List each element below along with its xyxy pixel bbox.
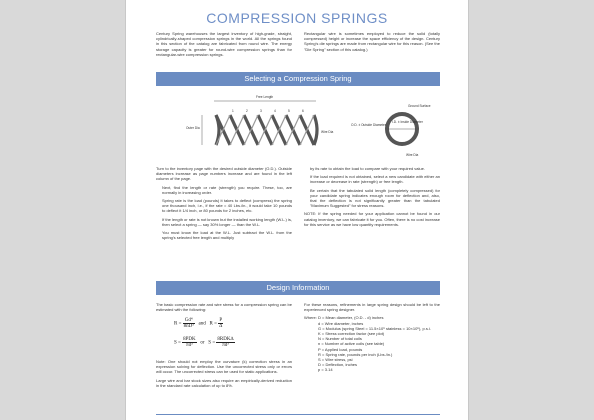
spring-diagram <box>156 93 440 159</box>
sel-right-note: NOTE: If the spring needed for your application cannot be found in our catalog inventory, we can fabricate it for you. Often, there is no cost increase for this service as we have low quantity requirements. <box>304 211 440 227</box>
sel-left-3: Spring rate is the load (pounds) it takes to deflect (compress) the spring one thousand inch, i.e., if the rate = 40 Lbs./in., it would take 10 pounds to deflect it 1/4 inch, or 80 pounds for 2 inches, etc. <box>162 198 292 214</box>
design-right <box>304 302 440 373</box>
legend-item: D = Deflection, inches <box>318 362 358 368</box>
legend-list <box>318 315 431 372</box>
s-lhs-2: S = <box>208 340 216 346</box>
selection-right <box>304 166 440 230</box>
design-notes <box>156 359 292 391</box>
page-title: COMPRESSION SPRINGS <box>206 10 388 26</box>
legend-item: P = Applied load, pounds <box>318 346 363 352</box>
s-lhs: S = <box>174 340 181 346</box>
s2-num: 8RDK∆ <box>217 337 234 342</box>
outside-diameter-label: O.D. ± Outside Diameter <box>351 123 386 127</box>
sel-left-1: Turn to the inventory page with the desired outside diameter (O.D.). Outside diameters increase as page numbers increase and are found in the left column of the page. <box>156 166 292 182</box>
legend-item: R = Spring rate, pounds per inch (Lbs./in.) <box>318 351 393 357</box>
inside-diameter-label: I.D. ± Inside Diameter <box>392 120 423 124</box>
intro-left-text: Century Spring warehouses the largest inventory of high-grade, straight, cylindrically-shaped compression springs in the world. All the springs found in this section of the catalog are fabricated from round wire. The energy storage capacity is greater for round-wire compression springs than for rectangular-wire compression springs. <box>156 31 292 57</box>
sel-right-1: by its rate to obtain the load to compare with your required value. <box>310 166 425 171</box>
and-word: and <box>198 321 206 327</box>
design-right-intro: For these reasons, refinements in large spring design should be left to the experienced spring designer. <box>304 302 440 313</box>
legend-item: S = Wire stress, psi <box>318 357 353 363</box>
design-left <box>156 302 292 315</box>
outer-dia-label: Outer Dia <box>186 126 200 130</box>
s1-den: πd³ <box>186 343 193 348</box>
free-length-label: Free Length <box>256 95 274 99</box>
legend-item: G = Modulus (spring Steel = 11.5×10⁶ stainless = 10×10⁶), p.s.i. <box>318 325 431 331</box>
r2-den: Δ <box>219 324 223 329</box>
sel-left-4: If the length or rate is not known but the installed working length (W.L.) is, then select a spring — say 30% longer — than the W.L. <box>162 216 292 227</box>
or-word: or <box>200 340 205 346</box>
legend-item: p = 3.14 <box>318 367 333 373</box>
sel-left-5: You must know the load at the W.L. Just subtract the W.L. from the spring's selected free length and multiply <box>162 230 292 241</box>
s2-den: πd³ <box>222 343 229 348</box>
r1-num: Gd⁴ <box>183 318 195 324</box>
legend-item: K = Stress correction factor (see plot) <box>318 331 385 337</box>
intro-right-text: Rectangular wire is sometimes employed to reduce the solid (totally compressed) height or increase the space efficiency of the design. Century Spring's die springs are made from rectangular wire for this reason. (See the "Die Spring" section of this catalog.) <box>304 31 440 52</box>
design-note: Note: One should not employ the curvature (k) correction stress in an expression solving for deflection. Use the uncorrected stress only or errors will occur. The uncorrected stress can be used for static applications. <box>156 359 292 375</box>
selection-left <box>156 166 292 243</box>
coil-num-5: 5 <box>288 109 290 113</box>
rate-formula <box>174 318 223 329</box>
sel-left-2: Next, find the length or rate (strength) you require. These, too, are normally in increasing order. <box>162 184 292 195</box>
coil-num-3: 3 <box>260 109 262 113</box>
coil-num-1: 1 <box>232 109 234 113</box>
bottom-rule <box>156 414 440 415</box>
catalog-page <box>125 0 469 420</box>
legend-item: d = Wire diameter, inches <box>318 320 364 326</box>
legend-item: D = Mean diameter, (O.D. - d) inches <box>318 315 384 321</box>
coil-num-2: 2 <box>246 109 248 113</box>
where-label: Where: <box>304 315 317 321</box>
coil-num-4: 4 <box>274 109 276 113</box>
stress-formula <box>174 337 235 348</box>
r-lhs: R = <box>174 321 182 327</box>
intro-left <box>156 31 292 60</box>
legend-item: N = Number of total coils <box>318 336 362 342</box>
wire-dia-label-2: Wire Dia <box>406 153 419 157</box>
legend-item: n = Number of active coils (see table) <box>318 341 385 347</box>
legend-block <box>304 315 440 372</box>
wire-dia-label: Wire Dia <box>321 130 334 134</box>
section-header-design: Design Information <box>156 281 440 295</box>
sel-right-3: Be certain that the tabulated solid length (completely compressed) for your candidate spring indicates enough room for deflection and, also, that the deflection is not significantly greater than the tabulated "Maximum Suggested" for stress reasons. <box>310 187 440 209</box>
s1-num: 8PDK <box>183 337 196 342</box>
coil-num-6: 6 <box>302 109 304 113</box>
ground-surface-label: Ground Surface <box>408 104 431 108</box>
section-header-selecting: Selecting a Compression Spring <box>156 72 440 86</box>
intro-right <box>304 31 440 55</box>
sel-right-2: If the load required is not obtained, select a new candidate with either an increase or decrease in rate (strength) or free length. <box>310 174 440 185</box>
r-lhs-2: R = <box>209 321 217 327</box>
r1-den: 8nD³ <box>183 324 194 329</box>
design-intro: The basic compression rate and wire stress for a compression spring can be estimated with the following: <box>156 302 292 313</box>
r2-num: P <box>219 318 223 323</box>
design-note-2: Large wire and bar stock sizes also require an empirically-derived reduction in the standard rate calculation of up to 8%. <box>156 377 292 388</box>
